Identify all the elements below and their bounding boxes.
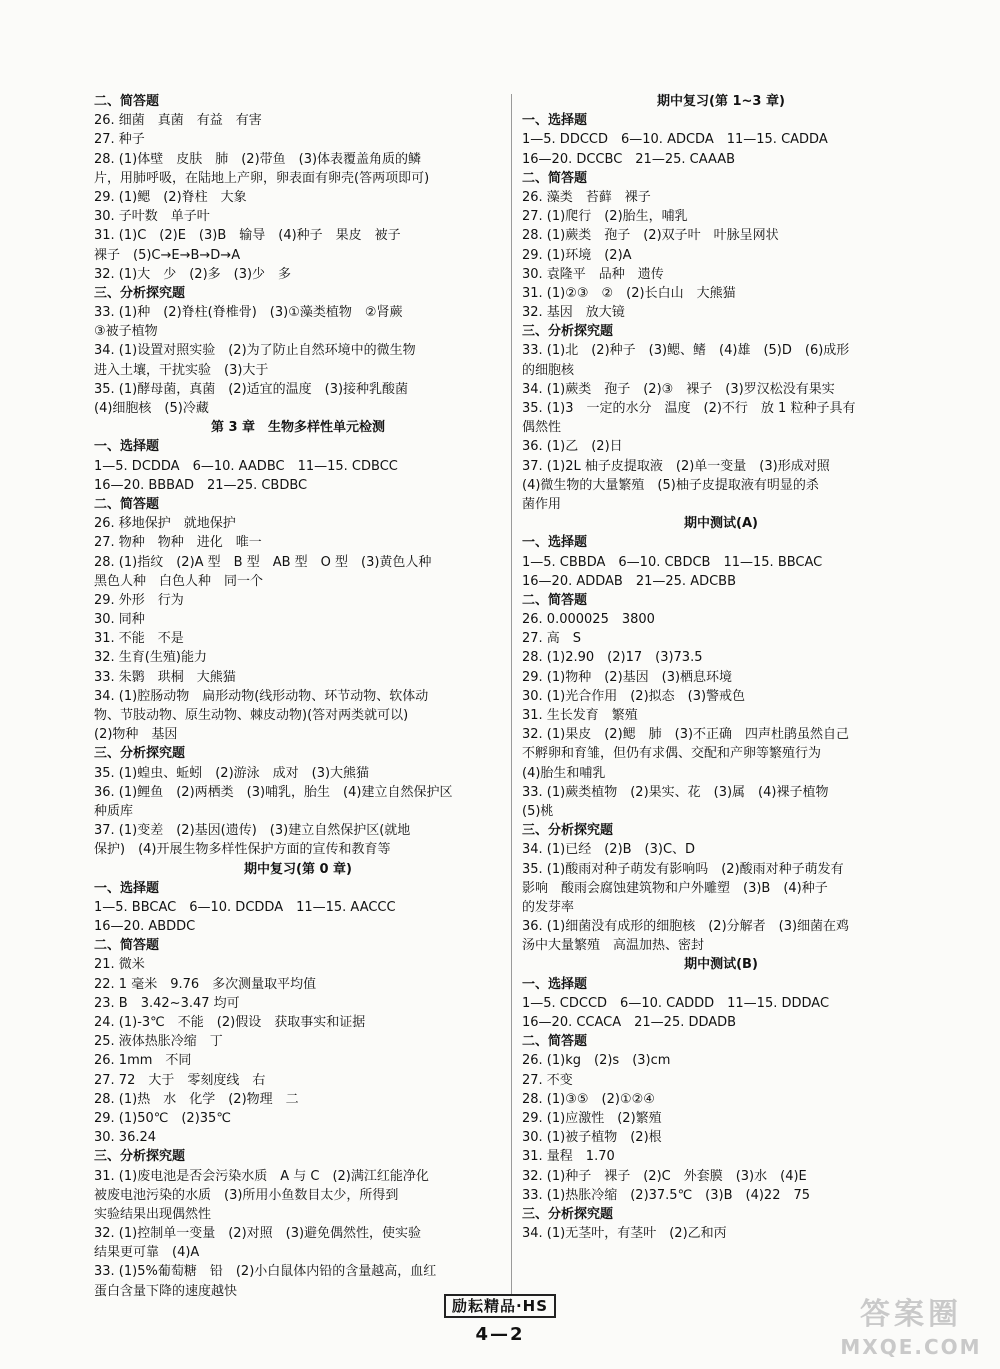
answer-line: 30. 袁隆平 品种 遗传 <box>522 266 664 282</box>
answer-line: (4)细胞核 (5)冷藏 <box>94 401 209 416</box>
answer-line: 33. (1)热胀冷缩 (2)37.5℃ (3)B (4)22 75 <box>522 1187 811 1203</box>
answer-line: 25. 液体热胀冷缩 丁 <box>94 1034 223 1050</box>
answer-line: 蛋白含量下降的速度越快 <box>94 1283 238 1299</box>
section-heading: 三、分析探究题 <box>94 1149 186 1165</box>
answer-line: 22. 1 毫米 9.76 多次测量取平均值 <box>94 976 317 992</box>
answer-line: 32. 基因 放大镜 <box>522 305 625 321</box>
answer-line: 37. (1)2L 柚子皮提取液 (2)单一变量 (3)形成对照 <box>522 458 830 474</box>
brand-label: 励耘精品·HS <box>444 1294 556 1318</box>
answer-line: 33. (1)蕨类植物 (2)果实、花 (3)属 (4)裸子植物 <box>522 784 829 800</box>
answer-line: 26. 0.000025 3800 <box>522 612 655 628</box>
section-heading: 三、分析探究题 <box>522 324 614 340</box>
answer-line: ③被子植物 <box>94 324 158 340</box>
answer-line: 28. (1)③⑤ (2)①②④ <box>522 1091 655 1107</box>
answer-line: 33. (1)5%葡萄糖 铅 (2)小白鼠体内铅的含量越高，血红 <box>94 1264 437 1280</box>
answer-line: 16—20. ABDDC <box>94 919 196 935</box>
watermark-url: MXQE.COM <box>840 1335 982 1359</box>
answer-line: 26. (1)kg (2)s (3)cm <box>522 1053 671 1069</box>
answer-line: 的细胞核 <box>522 362 575 378</box>
section-heading: 二、简答题 <box>522 592 588 608</box>
section-heading: 一、选择题 <box>94 439 160 455</box>
answer-line: 27. 高 S <box>522 631 582 647</box>
section-title: 期中复习(第 0 章) <box>244 861 352 877</box>
answer-line: 28. (1)指纹 (2)A 型 B 型 AB 型 O 型 (3)黄色人种 <box>94 554 432 570</box>
answer-line: (4)胎生和哺乳 <box>522 765 606 781</box>
answer-line: 27. 不变 <box>522 1072 573 1088</box>
answer-line: 30. (1)光合作用 (2)拟态 (3)警戒色 <box>522 688 746 704</box>
answer-line: (2)物种 基因 <box>94 727 178 743</box>
watermark-logo <box>836 1295 986 1365</box>
answer-line: 35. (1)3 一定的水分 温度 (2)不行 放 1 粒种子具有 <box>522 401 856 416</box>
answer-line: 36. (1)细菌没有成形的细胞核 (2)分解者 (3)细菌在鸡 <box>522 919 850 935</box>
answer-line: 黑色人种 白色人种 同一个 <box>94 573 264 589</box>
section-heading: 三、分析探究题 <box>94 285 186 301</box>
answer-line: 16—20. DCCBC 21—25. CAAAB <box>522 151 736 167</box>
answer-line: 16—20. CCACA 21—25. DDADB <box>522 1015 737 1030</box>
answer-line: 物、节肢动物、原生动物、棘皮动物)(答对两类就可以) <box>94 708 409 723</box>
answer-line: 31. 生长发育 繁殖 <box>522 708 638 723</box>
answer-line: 29. (1)环境 (2)A <box>522 247 632 263</box>
answer-line: 32. (1)果皮 (2)鳃 肺 (3)不正确 四声杜鹃虽然自己 <box>522 727 850 743</box>
answer-line: 27. (1)爬行 (2)胎生，哺乳 <box>522 209 688 225</box>
answer-line: 29. (1)鳃 (2)脊柱 大象 <box>94 189 247 205</box>
page-number: 4—2 <box>475 1324 525 1345</box>
answer-line: 31. (1)C (2)E (3)B 输导 (4)种子 果皮 被子 <box>94 228 401 244</box>
answer-line: 34. (1)设置对照实验 (2)为了防止自然环境中的微生物 <box>94 343 416 359</box>
answer-line: 33. 朱鹮 珙桐 大熊猫 <box>94 669 236 685</box>
answer-line: 汤中大量繁殖 高温加热、密封 <box>522 938 705 954</box>
answer-line: 29. (1)物种 (2)基因 (3)栖息环境 <box>522 669 733 685</box>
answer-line: 30. 同种 <box>94 612 145 628</box>
section-heading: 一、选择题 <box>522 535 588 551</box>
answer-line: 保护) (4)开展生物多样性保护方面的宣传和教育等 <box>94 842 391 858</box>
answer-line: 种质库 <box>94 803 134 819</box>
section-title: 第 3 章 生物多样性单元检测 <box>210 420 386 436</box>
section-heading: 一、选择题 <box>522 976 588 992</box>
answer-line: 31. (1)②③ ② (2)长白山 大熊猫 <box>522 285 736 301</box>
answer-line: 34. (1)无茎叶，有茎叶 (2)乙和丙 <box>522 1226 727 1242</box>
answer-line: 27. 物种 物种 进化 唯一 <box>94 535 262 551</box>
answer-line: 裸子 (5)C→E→B→D→A <box>94 247 241 263</box>
answer-line: 26. 移地保护 就地保护 <box>94 516 236 532</box>
section-title: 期中复习(第 1~3 章) <box>657 94 785 109</box>
section-heading: 二、简答题 <box>522 170 588 186</box>
answer-line: 影响 酸雨会腐蚀建筑物和户外雕塑 (3)B (4)种子 <box>522 880 828 896</box>
answer-line: 28. (1)体壁 皮肤 肺 (2)带鱼 (3)体表覆盖角质的鳞 <box>94 151 422 167</box>
answer-line: 21. 微米 <box>94 957 145 973</box>
answer-line: 37. (1)变差 (2)基因(遗传) (3)建立自然保护区(就地 <box>94 823 411 839</box>
answer-line: 26. 1mm 不同 <box>94 1053 192 1069</box>
section-heading: 二、简答题 <box>94 94 160 109</box>
answer-line: 片，用肺呼吸，在陆地上产卵，卵表面有卵壳(答两项即可) <box>94 170 430 186</box>
answer-line: 24. (1)-3℃ 不能 (2)假设 获取事实和证据 <box>94 1015 366 1030</box>
answer-line: 35. (1)酵母菌，真菌 (2)适宜的温度 (3)接种乳酸菌 <box>94 381 409 397</box>
answer-line: 34. (1)已经 (2)B (3)C、D <box>522 842 696 858</box>
answer-line: 16—20. ADDAB 21—25. ADCBB <box>522 573 737 589</box>
right-answer-column <box>522 92 920 1243</box>
answer-line: 结果更可靠 (4)A <box>94 1245 200 1261</box>
answer-line: 被废电池污染的水质 (3)所用小鱼数目太少，所得到 <box>94 1187 399 1203</box>
answer-line: 29. 外形 行为 <box>94 592 184 608</box>
answer-line: 23. B 3.42~3.47 均可 <box>94 995 240 1011</box>
answer-line: 34. (1)蕨类 孢子 (2)③ 裸子 (3)罗汉松没有果实 <box>522 381 835 397</box>
answer-line: 1—5. BBCAC 6—10. DCDDA 11—15. AACCC <box>94 899 396 915</box>
answer-line: (4)微生物的大量繁殖 (5)柚子皮提取液有明显的杀 <box>522 477 819 493</box>
answer-line: 36. (1)鲤鱼 (2)两栖类 (3)哺乳，胎生 (4)建立自然保护区 <box>94 784 453 800</box>
answer-line: 32. 生育(生殖)能力 <box>94 650 207 666</box>
answer-line: 29. (1)50℃ (2)35℃ <box>94 1110 231 1126</box>
watermark-title: 答案圈 <box>860 1297 962 1332</box>
section-heading: 一、选择题 <box>94 880 160 896</box>
answer-line: 1—5. CDCCD 6—10. CADDD 11—15. DDDAC <box>522 995 830 1011</box>
answer-line: 1—5. DCDDA 6—10. AADBC 11—15. CDBCC <box>94 458 398 474</box>
answer-line: 32. (1)种子 裸子 (2)C 外套膜 (3)水 (4)E <box>522 1168 807 1184</box>
section-heading: 二、简答题 <box>94 938 160 954</box>
answer-line: 30. (1)被子植物 (2)根 <box>522 1130 662 1146</box>
answer-line: 1—5. CBBDA 6—10. CBDCB 11—15. BBCAC <box>522 554 823 570</box>
left-answer-column <box>94 92 502 1301</box>
section-heading: 三、分析探究题 <box>522 1206 614 1222</box>
answer-line: 26. 藻类 苔藓 裸子 <box>522 189 651 205</box>
column-divider <box>511 94 512 1294</box>
answer-line: 16—20. BBBAD 21—25. CBDBC <box>94 477 308 493</box>
answer-line: 不孵卵和育雏，但仍有求偶、交配和产卵等繁殖行为 <box>522 746 822 762</box>
answer-line: 31. 量程 1.70 <box>522 1149 615 1165</box>
answer-line: 26. 细菌 真菌 有益 有害 <box>94 113 262 129</box>
section-heading: 三、分析探究题 <box>94 746 186 762</box>
answer-line: 28. (1)热 水 化学 (2)物理 二 <box>94 1091 299 1107</box>
answer-line: (5)桃 <box>522 803 554 819</box>
answer-line: 31. 不能 不是 <box>94 631 184 647</box>
answer-line: 1—5. DDCCD 6—10. ADCDA 11—15. CADDA <box>522 132 828 148</box>
answer-line: 34. (1)腔肠动物 扁形动物(线形动物、环节动物、软体动 <box>94 688 429 704</box>
section-heading: 三、分析探究题 <box>522 823 614 839</box>
answer-line: 31. (1)废电池是否会污染水质 A 与 C (2)满江红能净化 <box>94 1168 429 1184</box>
answer-line: 35. (1)酸雨对种子萌发有影响吗 (2)酸雨对种子萌发有 <box>522 861 844 877</box>
answer-line: 的发芽率 <box>522 899 575 915</box>
section-heading: 一、选择题 <box>522 113 588 129</box>
answer-line: 27. 72 大于 零刻度线 右 <box>94 1072 266 1088</box>
answer-line: 35. (1)蝗虫、蚯蚓 (2)游泳 成对 (3)大熊猫 <box>94 765 370 781</box>
section-title: 期中测试(A) <box>684 516 758 532</box>
answer-line: 32. (1)控制单一变量 (2)对照 (3)避免偶然性，使实验 <box>94 1226 422 1242</box>
answer-line: 28. (1)蕨类 孢子 (2)双子叶 叶脉呈网状 <box>522 228 779 244</box>
answer-line: 32. (1)大 少 (2)多 (3)少 多 <box>94 266 292 282</box>
answer-line: 偶然性 <box>522 420 562 436</box>
section-heading: 二、简答题 <box>94 496 160 512</box>
answer-line: 菌作用 <box>522 496 562 512</box>
answer-line: 进入土壤，干扰实验 (3)大于 <box>94 362 269 378</box>
answer-line: 实验结果出现偶然性 <box>94 1206 212 1222</box>
answer-line: 36. (1)乙 (2)日 <box>522 439 623 455</box>
section-title: 期中测试(B) <box>684 957 758 973</box>
answer-line: 29. (1)应激性 (2)繁殖 <box>522 1110 662 1126</box>
section-heading: 二、简答题 <box>522 1034 588 1050</box>
answer-line: 30. 子叶数 单子叶 <box>94 209 210 225</box>
answer-line: 28. (1)2.90 (2)17 (3)73.5 <box>522 650 703 666</box>
answer-line: 33. (1)北 (2)种子 (3)鳃、鳍 (4)雄 (5)D (6)成形 <box>522 343 850 359</box>
answer-line: 33. (1)种 (2)脊柱(脊椎骨) (3)①藻类植物 ②肾蕨 <box>94 305 403 321</box>
answer-line: 30. 36.24 <box>94 1130 157 1146</box>
answer-line: 27. 种子 <box>94 132 145 148</box>
